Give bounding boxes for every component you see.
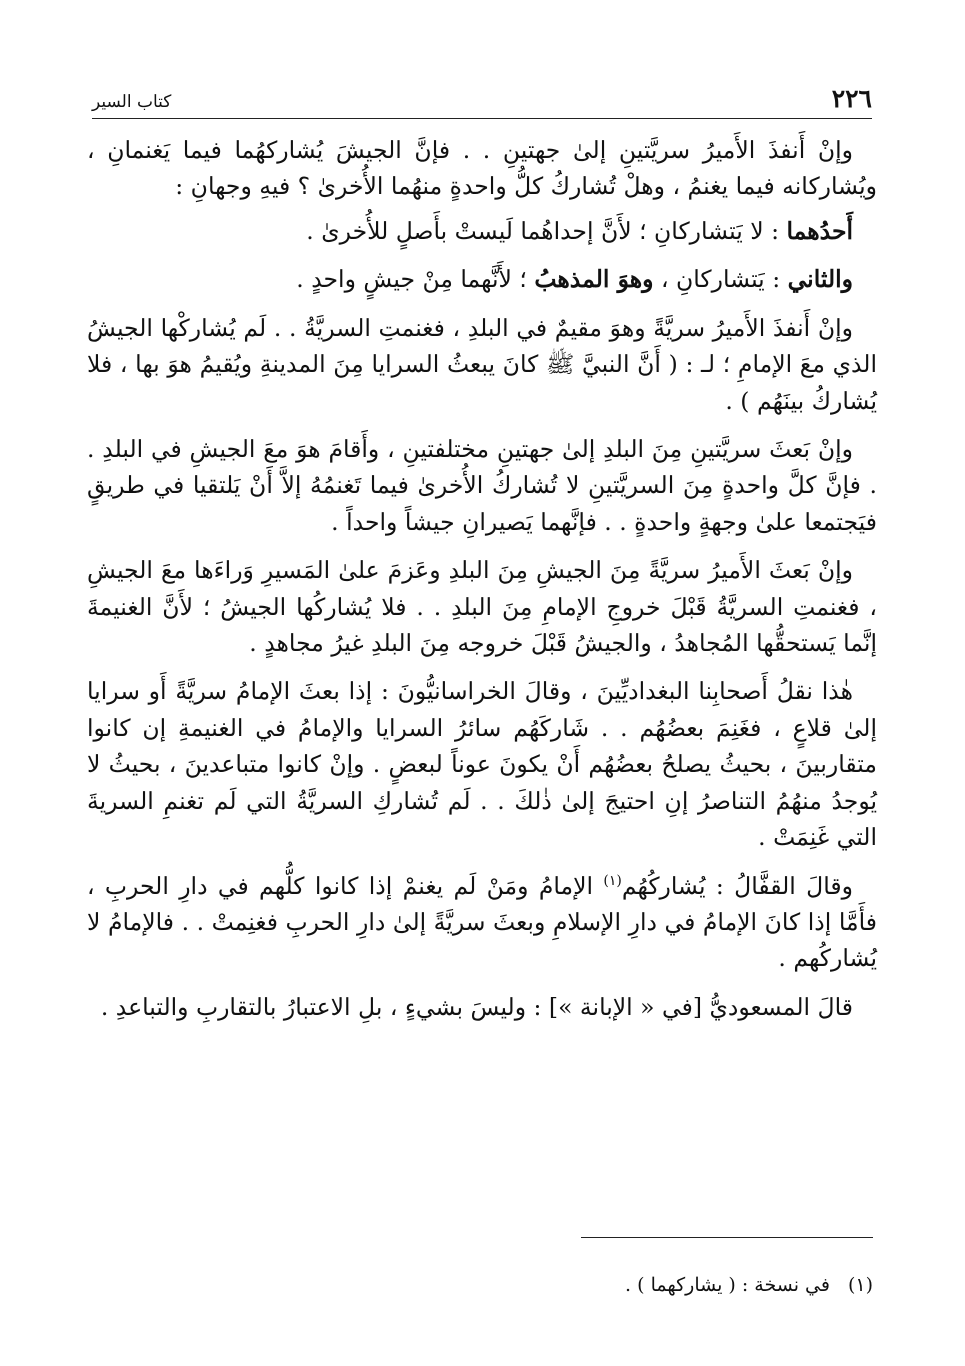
paragraph: قالَ المسعوديُّ [في « الإبانة »] : وليسَ بشيءٍ ، بلِ الاعتبارُ بالتقاربِ والتباعدِ .	[100, 992, 853, 1021]
paragraph: والثاني : يَتشاركانِ ، وهوَ المذهبُ ؛ لأَنَّهما مِنْ جيشٍ واحدٍ .	[296, 265, 853, 294]
paragraph: وإنْ أَنفذَ الأَميرُ سريَّةً وهوَ مقيمٌ في البلدِ ، فغنمتِ السريَّةُ . . لَم يُشاركْها الجيشُ الذي معَ الإمامِ ؛ لـ : ( أَنَّ النبيَّ ﷺ كانَ يبعثُ السرايا مِنَ المدينةِ ويُقيمُ هوَ بها ، فلا يُشاركُ بينَهُم ) .	[87, 313, 877, 415]
footnote	[113, 1274, 873, 1296]
paragraph: أَحدُهما : لا يَتشاركانِ ؛ لأَنَّ إحداهُما لَيستْ بأَصلٍ للأُخرىٰ .	[306, 216, 853, 245]
paragraph: وإنْ أَنفذَ الأَميرُ سريَّتينِ إلىٰ جهتينِ . . فإنَّ الجيشَ يُشاركهُما فيما يَغنمانِ ، ويُشاركانه فيما يغنمُ ، وهلْ تُشاركُ كلُّ واحدةٍ منهُما الأُخرىٰ ؟ فيهِ وجهانِ :	[87, 136, 877, 201]
paragraph-lead: والثاني	[787, 265, 853, 294]
page-header	[92, 78, 872, 119]
main-text	[87, 132, 877, 1037]
page-number: ٢٢٦	[831, 84, 872, 113]
paragraph-lead: أَحدُهما	[786, 216, 853, 245]
paragraph: وقالَ القفَّالُ : يُشاركُهُم$^{(١)}$ الإمامُ ومَنْ لَم يغنمْ إذا كانوا كلُّهم في دارِ الحربِ ، فأَمَّا إذا كانَ الإمامُ في دارِ الإسلامِ وبعثَ سريَّةً إلىٰ دارِ الحربِ فغنِمتْ . . فالإمامُ لا يُشاركُهم .	[87, 871, 877, 973]
footnote-divider	[581, 1237, 873, 1238]
paragraph: وإنْ بَعثَ سريَّتينِ مِنَ البلدِ إلىٰ جهتينِ مختلفتينِ ، وأَقامَ هوَ معَ الجيشِ في البلدِ . . فإنَّ كلَّ واحدةٍ مِنَ السريَّتينِ لا تُشاركُ الأُخرىٰ فيما تَغنمُهُ إلاَّ أَنْ يَلتقيا في طريقٍ فيَجتمعا علىٰ وجهةٍ واحدةٍ . . فإنَّهما يَصيرانِ جيشاً واحداً .	[87, 434, 877, 536]
footnote-marker[interactable]: (١)	[603, 872, 622, 889]
footnote-number: (١)	[847, 1274, 873, 1296]
bold-phrase: وهوَ المذهبُ	[534, 265, 654, 294]
paragraph: هٰذا نقلُ أَصحابِنا البغداديِّينَ ، وقالَ الخراسانيُّونَ : إذا بعثَ الإمامُ سريَّةً أَو سرايا إلىٰ قلاعٍ ، فغَنِمَ بعضُهُم . . شَاركَهُم سائرُ السرايا والإمامُ في الغنيمةِ إن كانوا متقاربينَ ، بحيثُ يصلحُ بعضُهُم أَنْ يكونَ عوناً لبعضٍ . وإنْ كانوا متباعدينَ ، بحيثُ لا يُوجدُ منهُمُ التناصرُ إنِ احتيجَ إلىٰ ذٰلكَ . . لَم تُشاركِ السريَّةُ التي لَم تغنمِ السريةَ التي غَنِمَتْ .	[87, 677, 877, 852]
running-title: كتاب السير	[92, 92, 172, 112]
footnote-text: في نسخة : ( يشاركهما ) .	[625, 1274, 830, 1296]
paragraph: وإنْ بَعثَ الأَميرُ سريَّةً مِنَ الجيشِ مِنَ البلدِ وعَزمَ علىٰ المَسيرِ وَراءَها معَ الجيشِ ، فغنمتِ السريَّةُ قَبْلَ خروجِ الإمامِ مِنَ البلدِ . . فلا يُشاركُها الجيشُ ؛ لأَنَّ الغنيمةَ إنَّما يَستحقُّها المُجاهدُ ، والجيشُ قَبْلَ خروجه مِنَ البلدِ غيرُ مجاهدٍ .	[87, 556, 877, 658]
